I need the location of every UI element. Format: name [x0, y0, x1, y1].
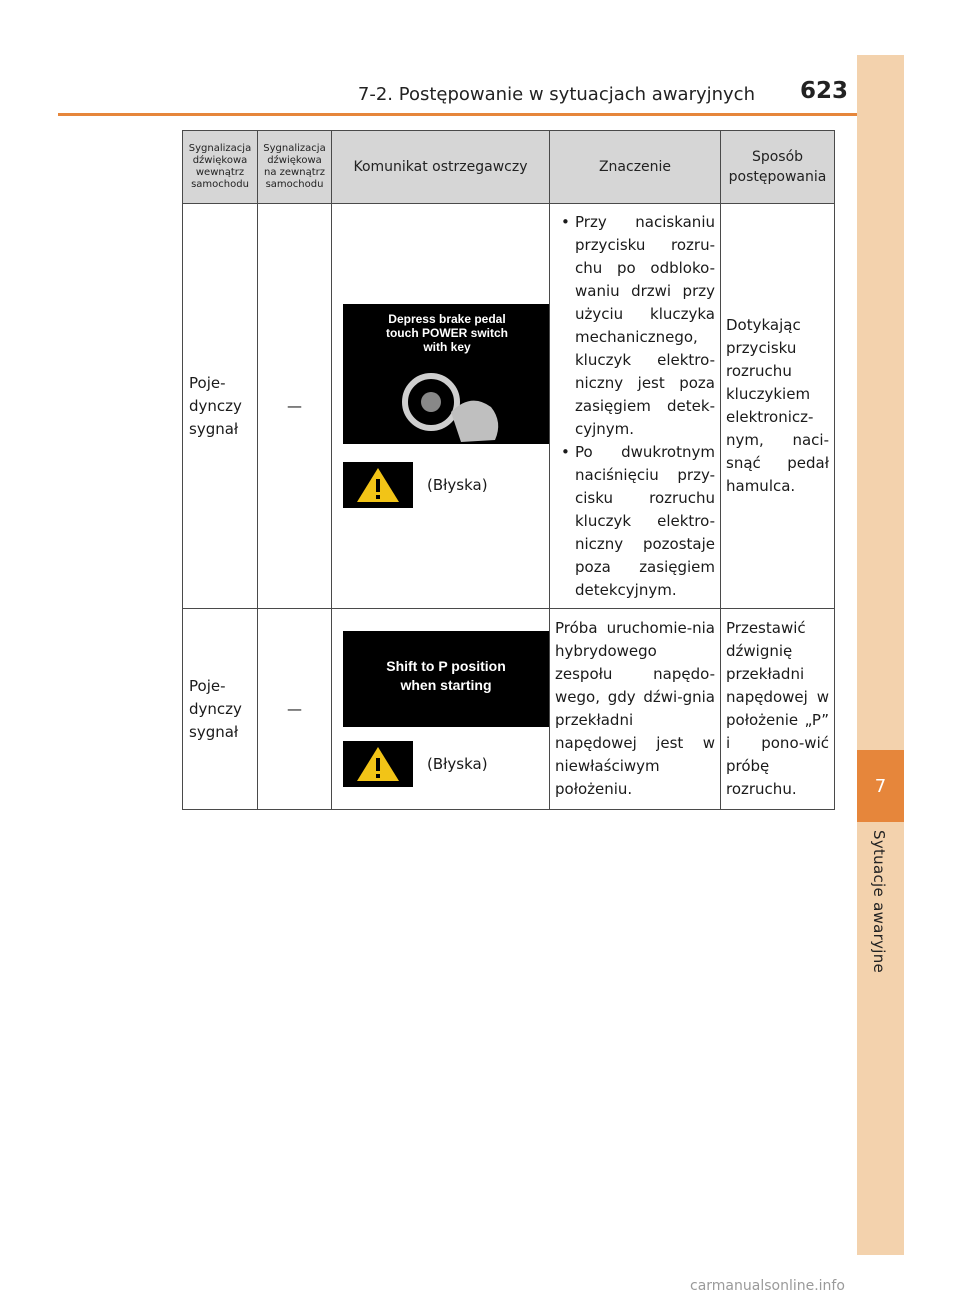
- display-screen: [343, 304, 549, 444]
- message-cell: [332, 204, 550, 609]
- header-action: Sposób postępowania: [721, 131, 835, 204]
- header-inside-sound: Sygnalizacja dźwiękowa wewnątrz samochodu: [183, 131, 258, 204]
- outside-sound-cell: —: [258, 609, 332, 810]
- warning-triangle-icon: [343, 741, 413, 787]
- warning-table: [182, 130, 835, 810]
- display-message: Shift to P position when starting: [386, 658, 506, 693]
- outside-sound-cell: —: [258, 204, 332, 609]
- flashing-label: (Błyska): [427, 475, 488, 494]
- table-row: [183, 204, 835, 609]
- warning-indicator: [343, 462, 488, 508]
- display-screen: [343, 631, 549, 727]
- list-item: • Po dwukrotnym naciśnięciu przy-cisku rozruchu kluczyk elektro-niczny pozostaje poza zasięgiem detekcyjnym.: [561, 441, 715, 602]
- chapter-title-tab[interactable]: Sytuacje awaryjne: [870, 830, 888, 974]
- header-outside-sound: Sygnalizacja dźwiękowa na zewnątrz samochodu: [258, 131, 332, 204]
- meaning-list: [555, 211, 715, 602]
- list-item: • Przy naciskaniu przycisku rozru-chu po odbloko-waniu drzwi przy użyciu kluczyka mechanicznego, kluczyk elektro-niczny jest poza zasięgiem detek-cyjnym.: [561, 211, 715, 441]
- header-message: Komunikat ostrzegawczy: [332, 131, 550, 204]
- header-rule: [58, 113, 857, 116]
- display-message: Depress brake pedal touch POWER switch with key: [385, 312, 508, 354]
- inside-sound-cell: Poje- dynczy sygnał: [183, 204, 258, 609]
- action-cell: Przestawić dźwignię przekładni napędowej w położenie „P” i pono-wić próbę rozruchu.: [721, 609, 835, 810]
- table-header-row: [183, 131, 835, 204]
- chapter-number-tab[interactable]: 7: [857, 750, 904, 822]
- hand-key-icon: [391, 362, 511, 442]
- action-cell: Dotykając przycisku rozruchu kluczykiem elektronicz-nym, naci-snąć pedał hamulca.: [721, 204, 835, 609]
- table-row: [183, 609, 835, 810]
- warning-triangle-icon: [343, 462, 413, 508]
- side-tab: [857, 55, 904, 1255]
- meaning-cell: Próba uruchomie-nia hybrydowego zespołu napędo-wego, gdy dźwi-gnia przekładni napędowej jest w niewłaściwym położeniu.: [550, 609, 721, 810]
- inside-sound-cell: Poje- dynczy sygnał: [183, 609, 258, 810]
- message-cell: [332, 609, 550, 810]
- section-title: 7-2. Postępowanie w sytuacjach awaryjnych: [357, 84, 755, 105]
- warning-indicator: [343, 741, 488, 787]
- header-meaning: Znaczenie: [550, 131, 721, 204]
- flashing-label: (Błyska): [427, 754, 488, 773]
- watermark: carmanualsonline.info: [690, 1278, 845, 1294]
- page-number: 623: [800, 78, 849, 104]
- meaning-cell: [550, 204, 721, 609]
